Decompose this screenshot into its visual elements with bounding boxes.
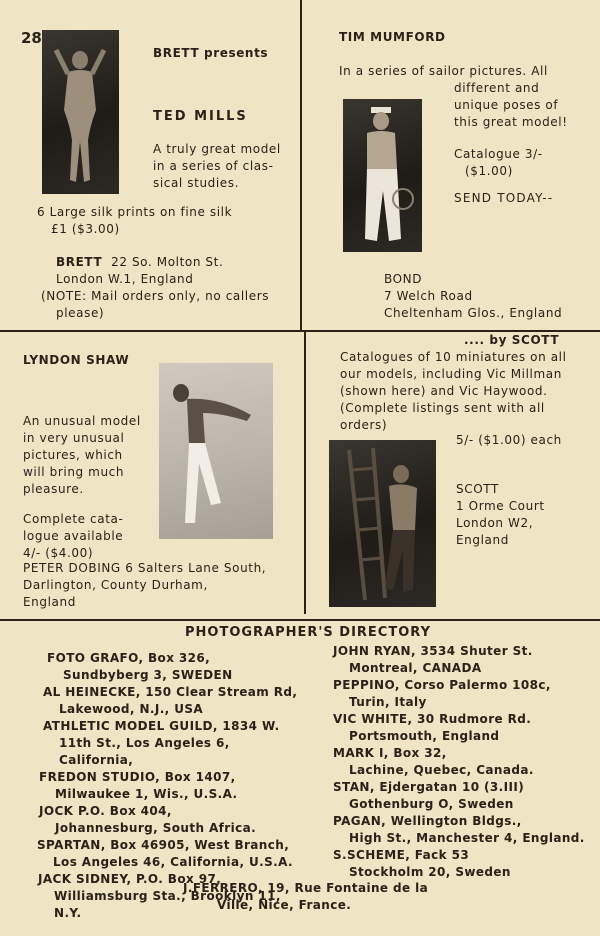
tim-intro: In a series of sailor pictures. All (339, 64, 548, 78)
brett-street: 22 So. Molton St. (111, 255, 224, 269)
top-column-divider (300, 0, 302, 330)
desc-line: pictures, which (23, 448, 123, 462)
directory-entry: VIC WHITE, 30 Rudmore Rd. Portsmouth, England (333, 712, 532, 743)
scott-price: 5/- ($1.00) each (456, 433, 562, 447)
desc-line: Catalogues of 10 miniatures on all (340, 350, 567, 364)
address-line: 7 Welch Road (384, 289, 473, 303)
dancer-figure-icon (159, 363, 273, 539)
desc-line: A truly great model (153, 142, 281, 156)
desc-line: pleasure. (23, 482, 84, 496)
directory-last-entry: J.FERRERO, 19, Rue Fontaine de la Ville, Nice, France. (183, 881, 429, 912)
address-line: Cheltenham Glos., England (384, 306, 563, 320)
lyndon-shaw-title: LYNDON SHAW (23, 353, 130, 367)
sailor-figure-icon (343, 99, 422, 252)
desc-line: will bring much (23, 465, 125, 479)
ladder-figure-icon (329, 440, 436, 607)
tim-intro-rest (454, 80, 568, 131)
catalogue-line: Complete cata- (23, 512, 124, 526)
catalogue-price: ($1.00) (465, 164, 513, 178)
directory-entry: JOHN RYAN, 3534 Shuter St. Montreal, CANADA (333, 644, 533, 675)
desc-line: (Complete listings sent with all (340, 401, 545, 415)
catalogue-line: Catalogue 3/- (454, 147, 543, 161)
directory-entry: STAN, Ejdergatan 10 (3.III) Gothenburg O, Sweden (333, 780, 525, 811)
catalogue-line: logue available (23, 529, 124, 543)
page-number: 28 (21, 29, 42, 47)
ted-mills-desc (153, 141, 281, 192)
ted-mills-title: TED MILLS (153, 109, 248, 124)
brett-note-end: please) (56, 306, 105, 320)
directory-divider (0, 619, 600, 621)
address-line: PETER DOBING 6 Salters Lane South, (23, 561, 267, 575)
ted-mills-photo (42, 30, 119, 194)
vic-millman-photo (329, 440, 436, 607)
intro-line: this great model! (454, 115, 568, 129)
bond-address (384, 271, 562, 322)
middle-column-divider (304, 331, 306, 614)
prints-line: 6 Large silk prints on fine silk (37, 205, 233, 219)
address-line: London W2, (456, 516, 534, 530)
directory-entry: ATHLETIC MODEL GUILD, 1834 W. 11th St., Los Angeles 6, California, (43, 719, 280, 767)
directory-entry: AL HEINECKE, 150 Clear Stream Rd, Lakewood, N.J., USA (43, 685, 298, 716)
catalogue-price: 4/- ($4.00) (23, 546, 94, 560)
directory-entry: FREDON STUDIO, Box 1407, Milwaukee 1, Wis., U.S.A. (39, 770, 238, 801)
directory-entry: S.SCHEME, Fack 53 Stockholm 20, Sweden (333, 848, 511, 879)
prints-price: £1 ($3.00) (51, 222, 120, 236)
desc-line: An unusual model (23, 414, 141, 428)
desc-line: our models, including Vic Millman (340, 367, 562, 381)
directory-entry: SPARTAN, Box 46905, West Branch, Los Angeles 46, California, U.S.A. (37, 838, 293, 869)
intro-line: unique poses of (454, 98, 559, 112)
directory-entry: FOTO GRAFO, Box 326, Sundbyberg 3, SWEDEN (47, 651, 233, 682)
lyndon-desc (23, 413, 141, 498)
scott-desc (340, 349, 567, 434)
directory-entry: PAGAN, Wellington Bldgs., High St., Manchester 4, England. (333, 814, 585, 845)
lyndon-catalogue (23, 511, 123, 562)
directory-right-column (333, 643, 595, 881)
directory-entry: PEPPINO, Corso Palermo 108c, Turin, Italy (333, 678, 551, 709)
address-line: England (456, 533, 509, 547)
brett-city: London W.1, England (56, 272, 194, 286)
scott-address (456, 481, 545, 549)
tim-mumford-photo (343, 99, 422, 252)
desc-line: in very unusual (23, 431, 125, 445)
intro-line: different and (454, 81, 540, 95)
tim-catalogue (454, 146, 543, 180)
desc-line: sical studies. (153, 176, 240, 190)
address-line: BOND (384, 272, 423, 286)
address-line: 1 Orme Court (456, 499, 545, 513)
tim-mumford-title: TIM MUMFORD (339, 30, 446, 44)
desc-line: in a series of clas- (153, 159, 274, 173)
brett-prints (37, 204, 232, 238)
lyndon-shaw-photo (159, 363, 273, 539)
brett-name: BRETT (56, 255, 103, 269)
model-figure-icon (42, 30, 119, 194)
address-line: England (23, 595, 76, 609)
directory-entry: JACK SIDNEY, P.O. Box 97, Williamsburg Sta., Brooklyn 11, N.Y. (38, 872, 281, 920)
desc-line: orders) (340, 418, 388, 432)
address-line: SCOTT (456, 482, 499, 496)
directory-entry: MARK I, Box 32, Lachine, Quebec, Canada. (333, 746, 534, 777)
brett-address (41, 254, 269, 322)
address-line: Darlington, County Durham, (23, 578, 208, 592)
send-today: SEND TODAY-- (454, 191, 554, 205)
directory-title: PHOTOGRAPHER'S DIRECTORY (185, 625, 431, 640)
brett-note: (NOTE: Mail orders only, no callers (41, 289, 270, 303)
scott-byline: .... by SCOTT (464, 333, 560, 347)
brett-presents: BRETT presents (153, 46, 269, 60)
peter-dobing-address (23, 560, 266, 611)
desc-line: (shown here) and Vic Haywood. (340, 384, 548, 398)
directory-entry: JOCK P.O. Box 404, Johannesburg, South Africa. (39, 804, 257, 835)
